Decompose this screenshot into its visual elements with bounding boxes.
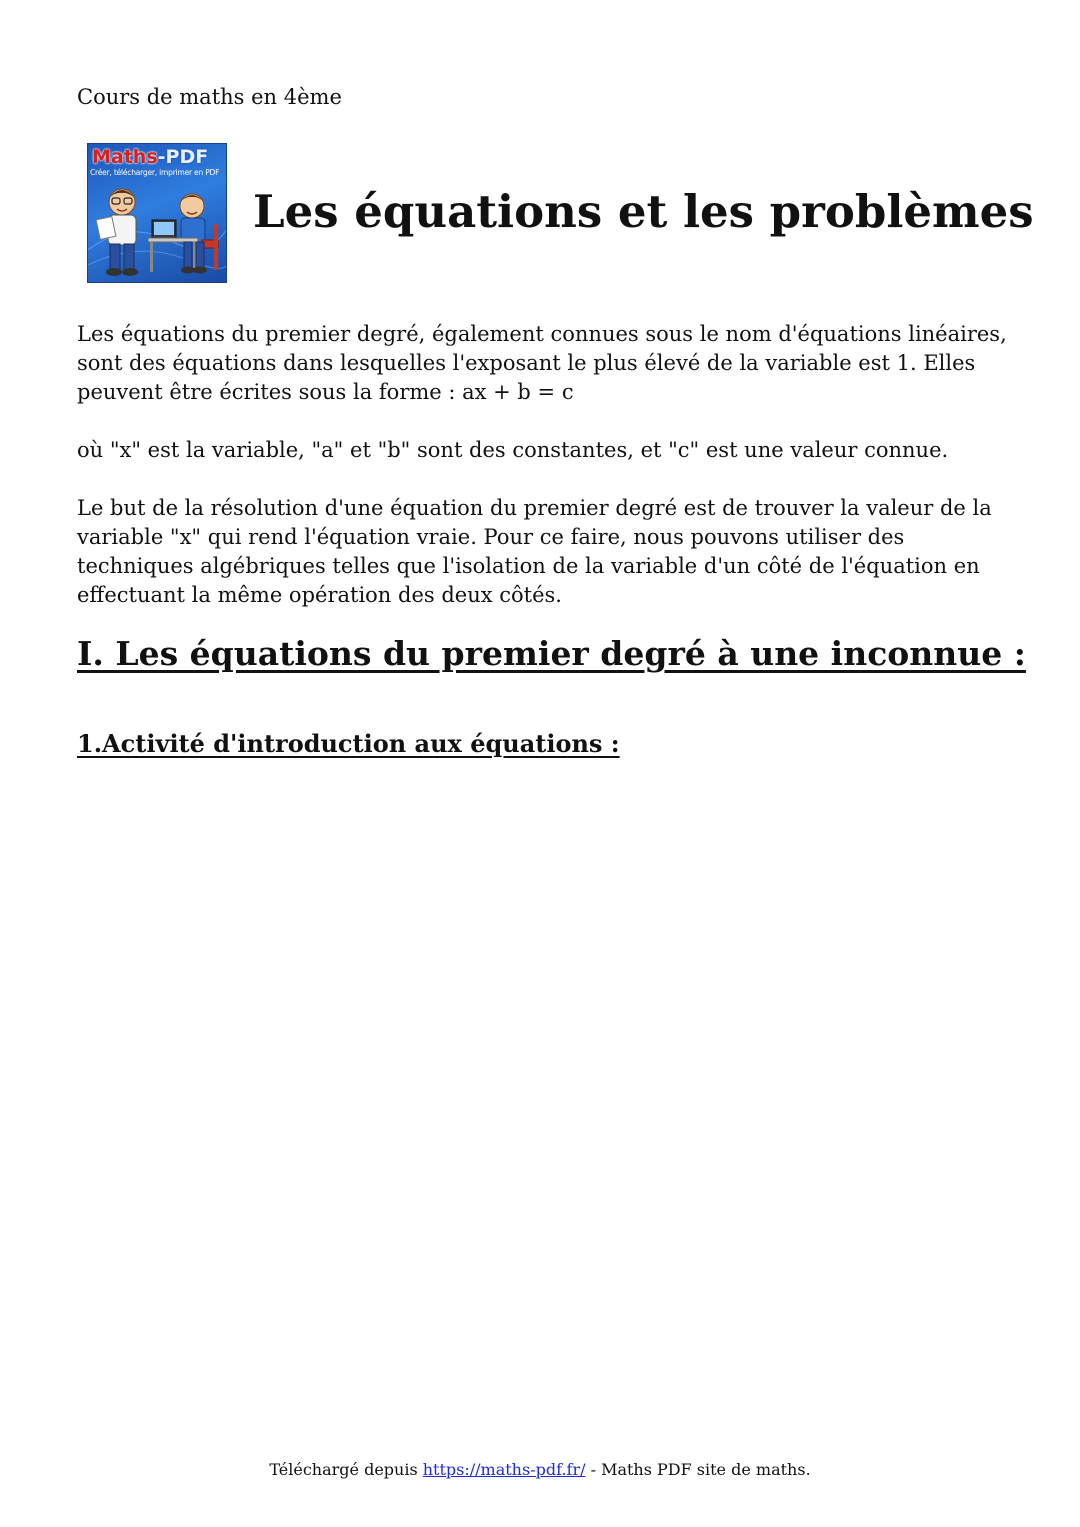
subsection-heading: 1.Activité d'introduction aux équations : [77,729,620,758]
page-footer [0,1459,1080,1481]
title-block [87,143,1034,281]
cartoon-students-icon [88,180,226,282]
logo-brand-part2: -PDF [157,146,209,168]
footer-prefix: Téléchargé depuis [269,1460,423,1479]
logo-brand-part1: Maths [92,146,158,168]
variables-paragraph: où "x" est la variable, "a" et "b" sont des constantes, et "c" est une valeur connue. [77,438,949,462]
intro-paragraph: Les équations du premier degré, également connues sous le nom d'équations linéaires, sont des équations dans lesquelles l'exposant le plus élevé de la variable est 1. Elles peuvent être écrites sous la forme : ax + b = c [77,322,1007,404]
logo-brand [92,146,222,168]
footer-link[interactable]: https://maths-pdf.fr/ [422,1460,586,1479]
resolution-paragraph: Le but de la résolution d'une équation du premier degré est de trouver la valeur de la variable "x" qui rend l'équation vraie. Pour ce faire, nous pouvons utiliser des techniques algébriques telles que l'isolation de la variable d'un côté de l'équation en effectuant la même opération des deux côtés. [77,496,992,607]
maths-pdf-logo [87,143,227,283]
logo-tagline: Créer, télécharger, imprimer en PDF [90,168,220,177]
document-title: Les équations et les problèmes [253,185,1034,238]
course-label: Cours de maths en 4ème [77,85,342,109]
section-heading: I. Les équations du premier degré à une inconnue : [77,634,1026,673]
footer-suffix: - Maths PDF site de maths. [585,1460,811,1479]
